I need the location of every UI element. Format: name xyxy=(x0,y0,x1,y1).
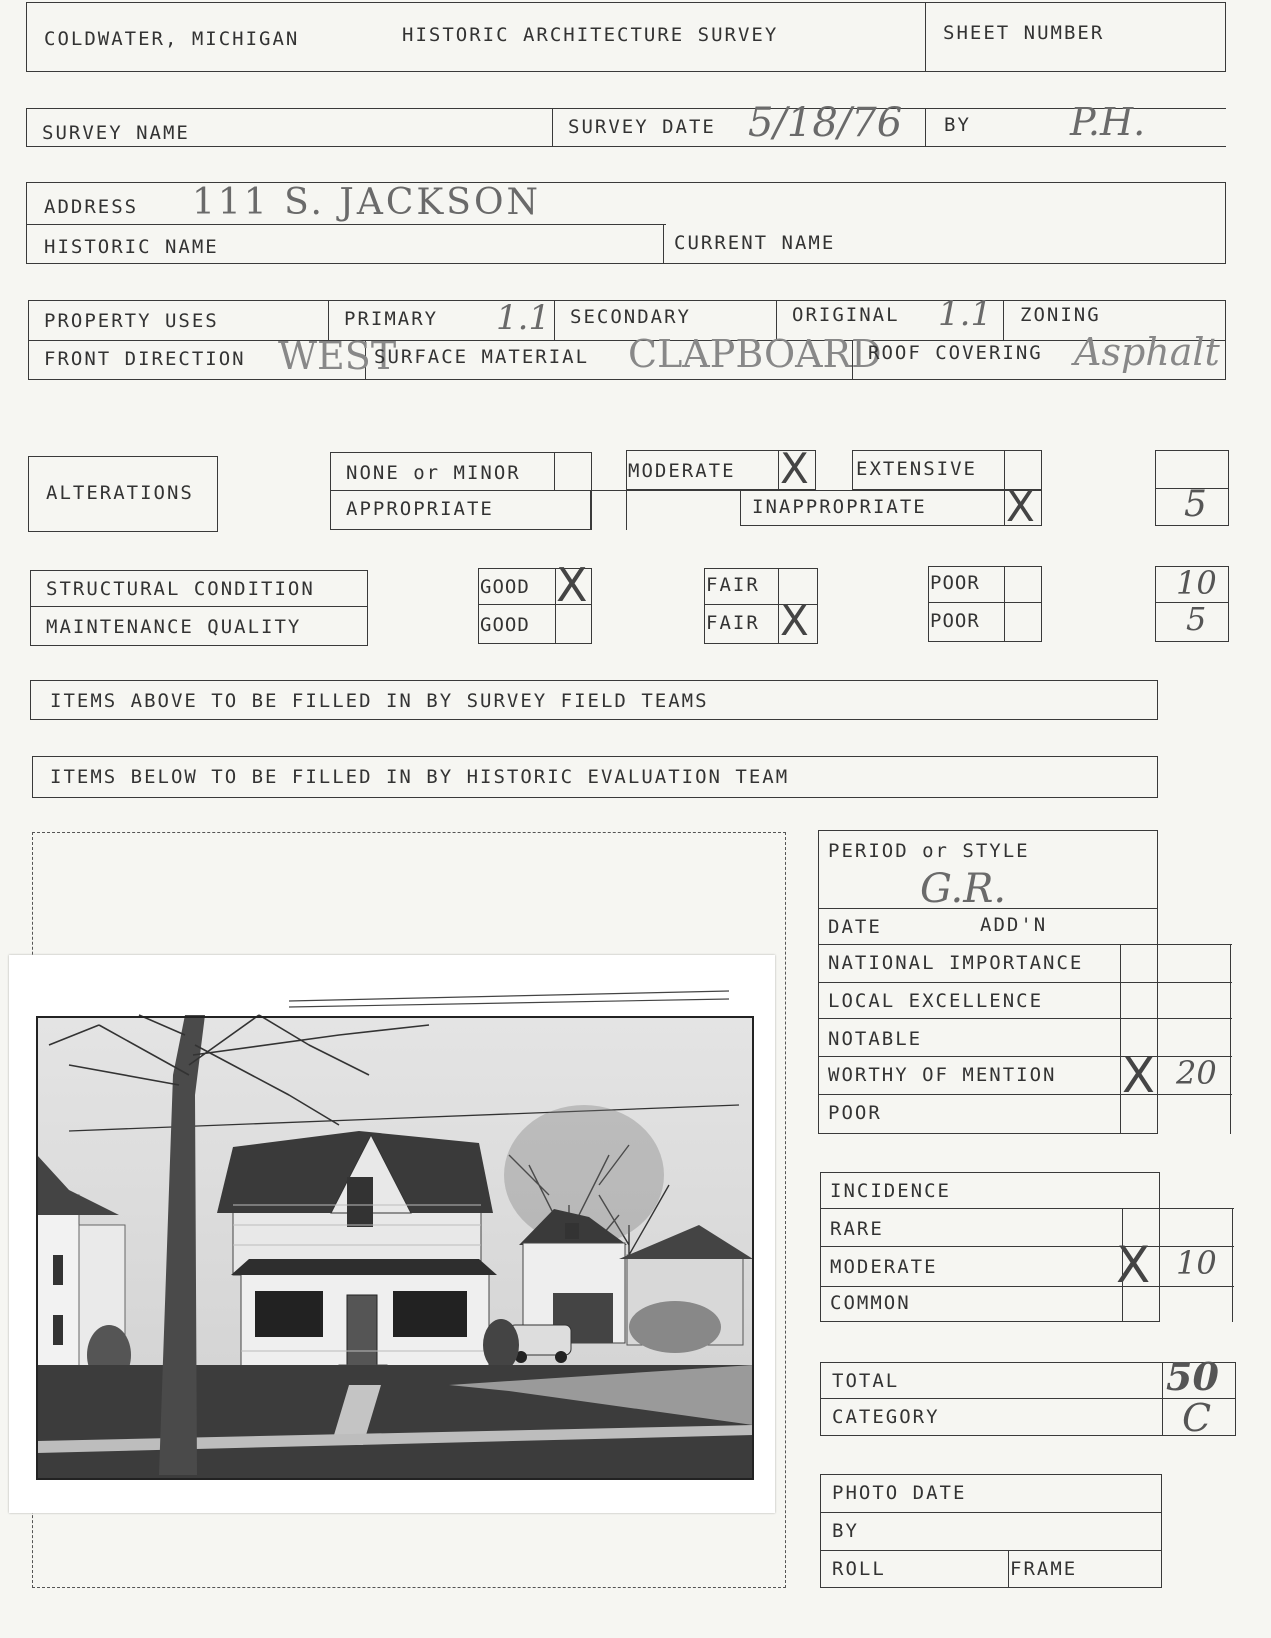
maintenance-good-label: GOOD xyxy=(480,614,530,636)
frame-label: FRAME xyxy=(1010,1558,1078,1580)
alter-inappropriate-label: INAPPROPRIATE xyxy=(752,496,927,518)
survey-date-label: SURVEY DATE xyxy=(568,116,716,138)
eval-right-edge xyxy=(1230,944,1231,1134)
photo-info-div xyxy=(1008,1550,1009,1588)
city-label: COLDWATER, MICHIGAN xyxy=(44,28,300,50)
alter-appr-check-div xyxy=(590,490,591,530)
national-importance-label: NATIONAL IMPORTANCE xyxy=(828,952,1084,974)
poor-check-div xyxy=(1004,566,1005,642)
note-above: ITEMS ABOVE TO BE FILLED IN BY SURVEY FIELD TEAMS xyxy=(50,690,709,712)
condition-label-mid xyxy=(30,606,368,607)
address-divider xyxy=(26,224,666,225)
structural-poor-label: POOR xyxy=(930,572,980,594)
structural-good-label: GOOD xyxy=(480,576,530,598)
survey-row-bottom xyxy=(26,146,1226,147)
maintenance-poor-label: POOR xyxy=(930,610,980,632)
roof-covering-value: Asphalt xyxy=(1074,330,1220,374)
secondary-label: SECONDARY xyxy=(570,306,691,328)
structural-condition-label: STRUCTURAL CONDITION xyxy=(46,578,315,600)
notable-label: NOTABLE xyxy=(828,1028,923,1050)
inc-moderate-score: 10 xyxy=(1176,1244,1217,1282)
header-divider xyxy=(925,2,926,72)
zoning-label: ZONING xyxy=(1020,304,1101,326)
roll-label: ROLL xyxy=(832,1558,886,1580)
alter-moderate-check: X xyxy=(780,444,809,493)
eval-addn-label: ADD'N xyxy=(980,914,1048,936)
house-photo xyxy=(9,955,775,1513)
historic-name-label: HISTORIC NAME xyxy=(44,236,219,258)
surface-material-label: SURFACE MATERIAL xyxy=(374,346,590,368)
eval-line-3 xyxy=(818,982,1232,983)
photo-frame xyxy=(9,955,775,1513)
prop-div-2 xyxy=(554,300,555,340)
inc-right-edge xyxy=(1232,1208,1233,1322)
sheet-number-label: SHEET NUMBER xyxy=(943,22,1105,44)
roof-covering-label: ROOF COVERING xyxy=(868,342,1043,364)
alter-none-check-div xyxy=(554,452,555,490)
totals-div xyxy=(1162,1362,1163,1436)
eval-poor-label: POOR xyxy=(828,1102,882,1124)
alterations-label: ALTERATIONS xyxy=(46,482,194,504)
alter-mod-check-div xyxy=(778,450,779,490)
eval-line-2 xyxy=(818,944,1232,945)
common-label: COMMON xyxy=(830,1292,911,1314)
survey-by-value: P.H. xyxy=(1070,100,1146,144)
inc-line-2 xyxy=(820,1246,1234,1247)
address-value: 111 S. JACKSON xyxy=(192,182,541,223)
rare-label: RARE xyxy=(830,1218,884,1240)
survey-name-label: SURVEY NAME xyxy=(42,122,190,144)
fair-check-div xyxy=(778,568,779,644)
primary-value: 1.1 xyxy=(496,298,551,338)
alter-score: 5 xyxy=(1184,484,1207,525)
form-title: HISTORIC ARCHITECTURE SURVEY xyxy=(402,24,779,46)
alter-extensive-label: EXTENSIVE xyxy=(856,458,977,480)
photo-by-label: BY xyxy=(832,1520,859,1542)
address-label: ADDRESS xyxy=(44,196,139,218)
maintenance-quality-label: MAINTENANCE QUALITY xyxy=(46,616,302,638)
maintenance-fair-label: FAIR xyxy=(706,612,760,634)
structural-score: 10 xyxy=(1176,564,1217,602)
front-direction-label: FRONT DIRECTION xyxy=(44,348,246,370)
maintenance-fair-check: X xyxy=(780,596,809,645)
photo-info-line-2 xyxy=(820,1550,1162,1551)
front-direction-value: WEST xyxy=(278,334,397,378)
worthy-label: WORTHY OF MENTION xyxy=(828,1064,1057,1086)
eval-date-label: DATE xyxy=(828,916,882,938)
photo-info-line-1 xyxy=(820,1512,1162,1513)
total-label: TOTAL xyxy=(832,1370,900,1392)
structural-fair-label: FAIR xyxy=(706,574,760,596)
category-label: CATEGORY xyxy=(832,1406,940,1428)
property-divider xyxy=(28,340,1226,341)
period-style-value: G.R. xyxy=(920,866,1007,912)
alter-appr-right xyxy=(626,490,627,530)
survey-date-value: 5/18/76 xyxy=(748,100,903,146)
survey-row-top xyxy=(26,108,1226,109)
current-name-label: CURRENT NAME xyxy=(674,232,836,254)
prop-div-4 xyxy=(1003,300,1004,340)
eval-line-5 xyxy=(818,1056,1232,1057)
alter-appropriate-label: APPROPRIATE xyxy=(346,498,494,520)
alter-none-label: NONE or MINOR xyxy=(346,462,521,484)
property-uses-label: PROPERTY USES xyxy=(44,310,219,332)
eval-line-1 xyxy=(818,908,1158,909)
note-below: ITEMS BELOW TO BE FILLED IN BY HISTORIC EVALUATION TEAM xyxy=(50,766,790,788)
worthy-check: X xyxy=(1122,1048,1155,1104)
alter-moderate-label: MODERATE xyxy=(628,460,736,482)
survey-div-1 xyxy=(552,108,553,146)
inc-moderate-check: X xyxy=(1116,1236,1151,1294)
original-label: ORIGINAL xyxy=(792,304,900,326)
category-value: C xyxy=(1182,1396,1212,1440)
period-style-label: PERIOD or STYLE xyxy=(828,840,1030,862)
maintenance-score: 5 xyxy=(1186,600,1207,638)
incidence-label: INCIDENCE xyxy=(830,1180,951,1202)
structural-good-check: X xyxy=(556,558,588,612)
worthy-score: 20 xyxy=(1176,1054,1217,1092)
inc-line-1 xyxy=(820,1208,1234,1209)
original-value: 1.1 xyxy=(938,294,993,334)
eval-line-6 xyxy=(818,1094,1232,1095)
survey-left-edge xyxy=(26,108,27,146)
alter-inappropriate-check: X xyxy=(1006,482,1035,531)
primary-label: PRIMARY xyxy=(344,308,439,330)
inc-line-3 xyxy=(820,1286,1234,1287)
local-excellence-label: LOCAL EXCELLENCE xyxy=(828,990,1044,1012)
eval-line-4 xyxy=(818,1018,1232,1019)
current-name-divider xyxy=(663,224,664,264)
total-value: 50 xyxy=(1166,1354,1219,1399)
eval-check-div xyxy=(1120,944,1121,1134)
poor-mid xyxy=(928,602,1042,603)
photo-date-label: PHOTO DATE xyxy=(832,1482,967,1504)
surface-material-value: CLAPBOARD xyxy=(628,332,882,376)
survey-by-label: BY xyxy=(944,114,971,136)
inc-moderate-label: MODERATE xyxy=(830,1256,938,1278)
survey-div-2 xyxy=(925,108,926,146)
